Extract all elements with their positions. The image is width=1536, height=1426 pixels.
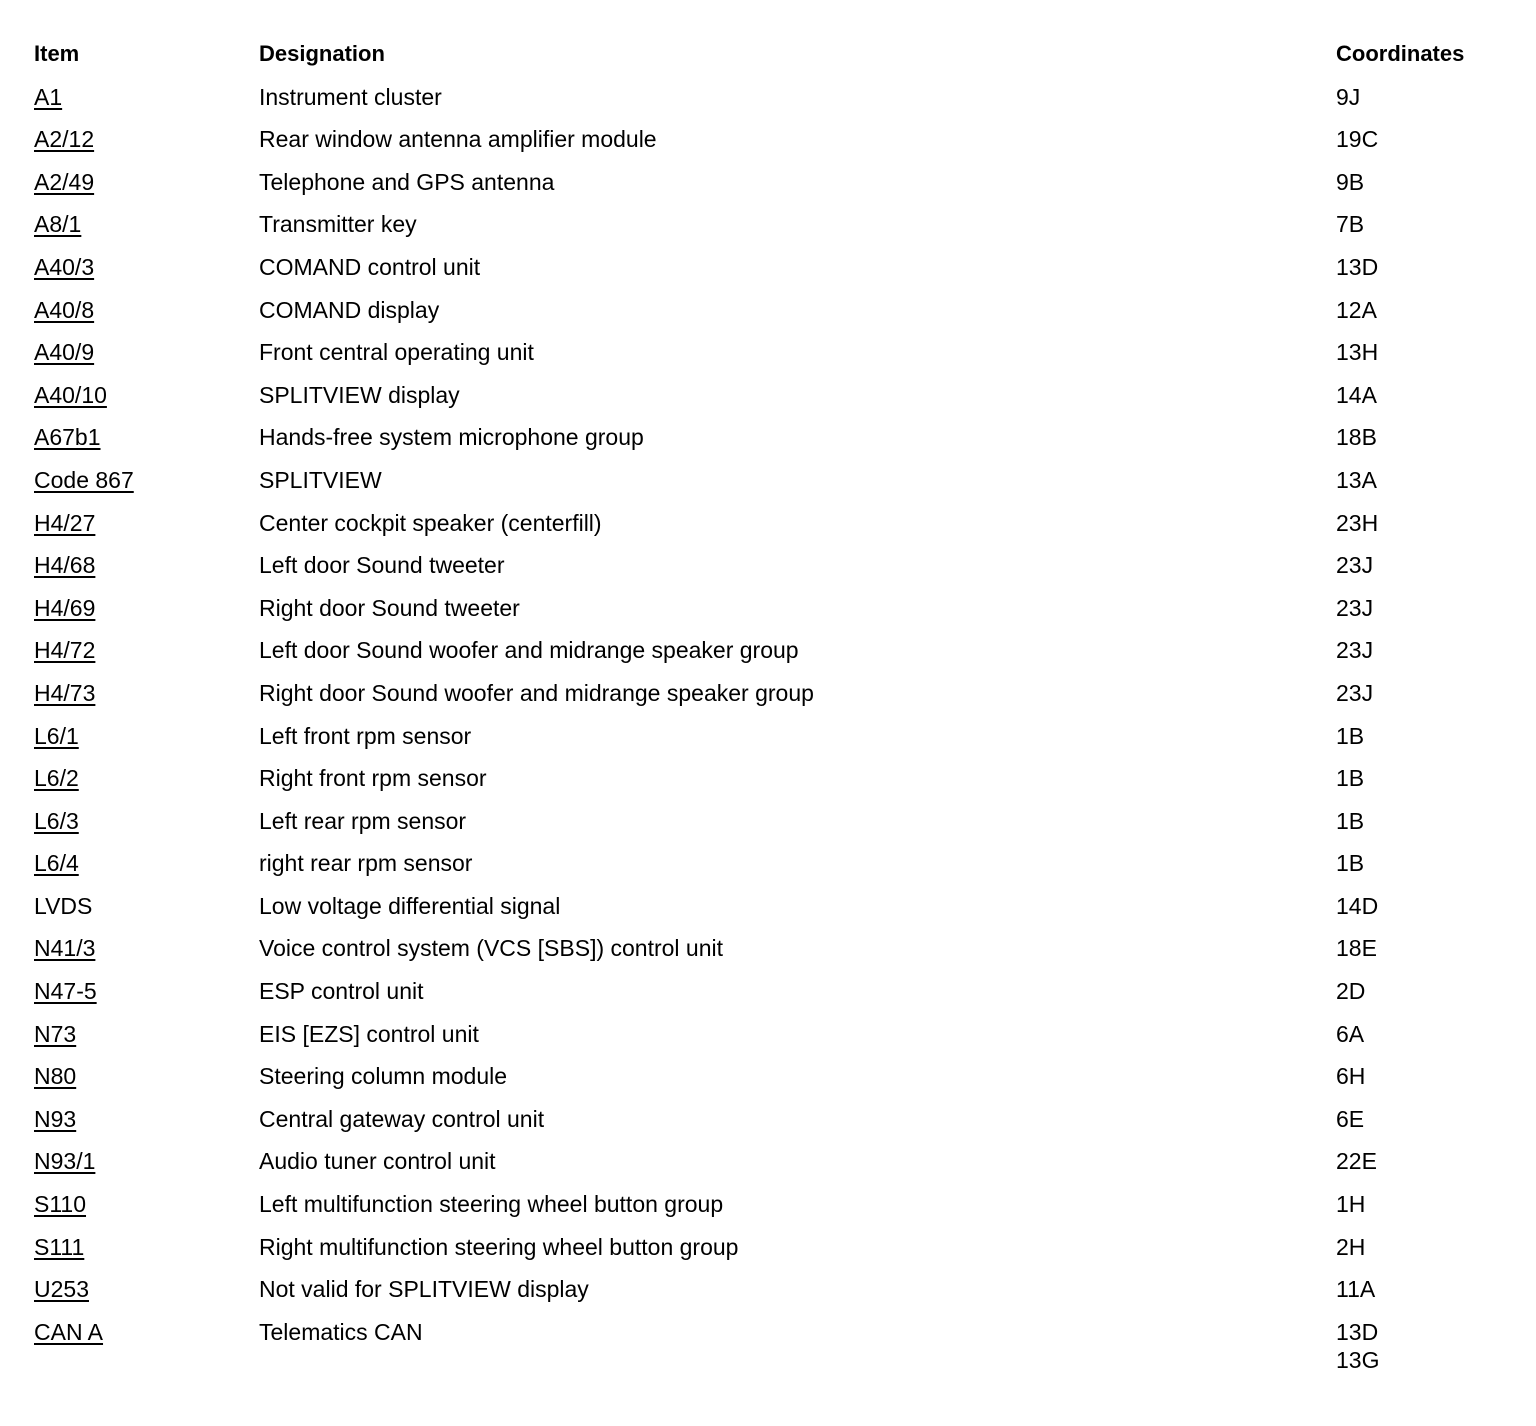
- table-row: [34, 591, 1514, 634]
- item-coordinates: [1336, 591, 1373, 625]
- item-coordinates: [1336, 1318, 1379, 1374]
- item-designation: Central gateway control unit: [259, 1105, 545, 1132]
- item-coordinates: [1336, 378, 1377, 412]
- table-row: [34, 207, 1514, 250]
- coordinate-value: 13D: [1336, 253, 1379, 280]
- item-code-link[interactable]: S111: [34, 1233, 85, 1260]
- table-row: [34, 1187, 1514, 1230]
- item-code-link[interactable]: N93: [34, 1105, 77, 1132]
- table-row: [34, 676, 1514, 719]
- table-row: [34, 846, 1514, 889]
- item-code-link[interactable]: H4/72: [34, 637, 96, 664]
- item-coordinates: [1336, 719, 1364, 753]
- item-designation: Left rear rpm sensor: [259, 807, 467, 834]
- item-code: LVDS: [34, 892, 93, 919]
- item-code-link[interactable]: L6/4: [34, 850, 79, 877]
- coordinate-value: 13D: [1336, 1318, 1379, 1345]
- item-coordinates: [1336, 207, 1364, 241]
- item-coordinates: [1336, 1272, 1375, 1306]
- table-row: [34, 165, 1514, 208]
- item-code-link[interactable]: A40/8: [34, 296, 95, 323]
- table-row: [34, 931, 1514, 974]
- item-code-link[interactable]: H4/27: [34, 509, 96, 536]
- item-designation: Rear window antenna amplifier module: [259, 126, 657, 153]
- item-code-link[interactable]: L6/2: [34, 765, 79, 792]
- item-designation: Center cockpit speaker (centerfill): [259, 509, 602, 536]
- table-row: [34, 250, 1514, 293]
- item-code-link[interactable]: U253: [34, 1276, 89, 1303]
- item-coordinates: [1336, 293, 1377, 327]
- item-designation: Right multifunction steering wheel button group: [259, 1233, 739, 1260]
- item-designation: Front central operating unit: [259, 339, 534, 366]
- item-coordinates: [1336, 676, 1373, 710]
- item-code-link[interactable]: H4/69: [34, 594, 96, 621]
- item-designation: Telematics CAN: [259, 1318, 423, 1345]
- table-header-row: [34, 37, 1514, 80]
- coordinate-value: 14A: [1336, 381, 1377, 408]
- item-designation: SPLITVIEW: [259, 466, 382, 493]
- item-coordinates: [1336, 80, 1360, 114]
- table-body: [34, 80, 1514, 1373]
- item-designation: Instrument cluster: [259, 83, 442, 110]
- item-coordinates: [1336, 804, 1364, 838]
- coordinate-value: 1H: [1336, 1191, 1366, 1218]
- table-row: [34, 1102, 1514, 1145]
- item-designation: Right door Sound tweeter: [259, 594, 520, 621]
- coordinate-value: 12A: [1336, 296, 1377, 323]
- coordinate-value: 1B: [1336, 722, 1365, 749]
- item-designation: Right front rpm sensor: [259, 765, 487, 792]
- coordinate-value: 1B: [1336, 765, 1365, 792]
- item-coordinates: [1336, 122, 1378, 156]
- coordinate-value: 9B: [1336, 168, 1365, 195]
- item-code-link[interactable]: N73: [34, 1020, 77, 1047]
- item-code-link[interactable]: A2/12: [34, 126, 95, 153]
- table-row: [34, 548, 1514, 591]
- item-designation: Left front rpm sensor: [259, 722, 472, 749]
- coordinate-value: 13H: [1336, 339, 1379, 366]
- table-row: [34, 889, 1514, 932]
- table-row: [34, 80, 1514, 123]
- item-code-link[interactable]: S110: [34, 1191, 87, 1218]
- item-designation: COMAND control unit: [259, 253, 481, 280]
- item-code-link[interactable]: N47-5: [34, 978, 97, 1005]
- item-code-link[interactable]: L6/3: [34, 807, 79, 834]
- item-coordinates: [1336, 420, 1377, 454]
- item-coordinates: [1336, 1187, 1365, 1221]
- table-row: [34, 506, 1514, 549]
- coordinate-value: 23J: [1336, 637, 1374, 664]
- coordinate-value: 1B: [1336, 807, 1365, 834]
- item-designation: Left multifunction steering wheel button group: [259, 1191, 724, 1218]
- coordinate-value: 9J: [1336, 83, 1361, 110]
- item-designation: Left door Sound tweeter: [259, 552, 505, 579]
- coordinate-value: 6H: [1336, 1063, 1366, 1090]
- item-designation: ESP control unit: [259, 978, 424, 1005]
- item-coordinates: [1336, 1102, 1364, 1136]
- item-code-link[interactable]: A40/9: [34, 339, 95, 366]
- coordinate-value: 7B: [1336, 211, 1365, 238]
- table-row: [34, 420, 1514, 463]
- item-coordinates: [1336, 1144, 1377, 1178]
- table-row: [34, 335, 1514, 378]
- coordinate-value: 19C: [1336, 126, 1379, 153]
- table-row: [34, 378, 1514, 421]
- item-designation: SPLITVIEW display: [259, 381, 460, 408]
- table-row: [34, 1272, 1514, 1315]
- table-row: [34, 719, 1514, 762]
- item-designation: EIS [EZS] control unit: [259, 1020, 479, 1047]
- coordinate-value: 2H: [1336, 1233, 1366, 1260]
- coordinate-value: 22E: [1336, 1148, 1377, 1175]
- table-row: [34, 293, 1514, 336]
- coordinate-value: 13A: [1336, 466, 1377, 493]
- item-code-link[interactable]: A40/10: [34, 381, 107, 408]
- item-code-link[interactable]: CAN A: [34, 1318, 104, 1345]
- item-code-link[interactable]: N93/1: [34, 1148, 96, 1175]
- item-code-link[interactable]: L6/1: [34, 722, 79, 749]
- item-coordinates: [1336, 250, 1378, 284]
- item-coordinates: [1336, 633, 1373, 667]
- coordinate-value: 18B: [1336, 424, 1377, 451]
- table-row: [34, 1144, 1514, 1187]
- item-coordinates: [1336, 335, 1378, 369]
- item-coordinates: [1336, 974, 1365, 1008]
- item-coordinates: [1336, 761, 1364, 795]
- table-row: [34, 463, 1514, 506]
- item-code-link[interactable]: A67b1: [34, 424, 101, 451]
- item-code-link[interactable]: Code 867: [34, 466, 134, 493]
- item-code-link[interactable]: N41/3: [34, 935, 96, 962]
- table-row: [34, 974, 1514, 1017]
- coordinate-value: 2D: [1336, 978, 1366, 1005]
- component-legend-table: [34, 37, 1514, 1373]
- coordinate-value: 6A: [1336, 1020, 1365, 1047]
- item-code-link[interactable]: H4/73: [34, 679, 96, 706]
- item-coordinates: [1336, 846, 1364, 880]
- item-code-link[interactable]: A40/3: [34, 253, 95, 280]
- designation-column-header: Designation: [259, 41, 385, 66]
- table-row: [34, 761, 1514, 804]
- item-designation: Hands-free system microphone group: [259, 424, 644, 451]
- item-column-header: Item: [34, 41, 80, 66]
- item-designation: Audio tuner control unit: [259, 1148, 496, 1175]
- table-row: [34, 122, 1514, 165]
- item-designation: Low voltage differential signal: [259, 892, 561, 919]
- table-row: [34, 804, 1514, 847]
- item-coordinates: [1336, 889, 1378, 923]
- item-coordinates: [1336, 548, 1373, 582]
- coordinate-value: 1B: [1336, 850, 1365, 877]
- item-designation: Right door Sound woofer and midrange speaker group: [259, 679, 814, 706]
- table-row: [34, 1059, 1514, 1102]
- coordinate-value: 6E: [1336, 1105, 1365, 1132]
- coordinates-column-header: Coordinates: [1336, 41, 1465, 66]
- item-designation: COMAND display: [259, 296, 440, 323]
- coordinate-value: 23J: [1336, 594, 1374, 621]
- coordinate-value: 23H: [1336, 509, 1379, 536]
- table-row: [34, 1315, 1514, 1373]
- item-code-link[interactable]: H4/68: [34, 552, 96, 579]
- item-code-link[interactable]: N80: [34, 1063, 77, 1090]
- table-row: [34, 633, 1514, 676]
- table-row: [34, 1017, 1514, 1060]
- item-designation: Left door Sound woofer and midrange speaker group: [259, 637, 799, 664]
- item-designation: Steering column module: [259, 1063, 508, 1090]
- item-designation: Voice control system (VCS [SBS]) control unit: [259, 935, 724, 962]
- item-coordinates: [1336, 931, 1377, 965]
- item-code-link[interactable]: A2/49: [34, 168, 95, 195]
- item-coordinates: [1336, 1017, 1364, 1051]
- coordinate-value: 11A: [1336, 1276, 1376, 1303]
- item-designation: Not valid for SPLITVIEW display: [259, 1276, 589, 1303]
- coordinate-value: 18E: [1336, 935, 1377, 962]
- item-designation: right rear rpm sensor: [259, 850, 473, 877]
- coordinate-value: 14D: [1336, 892, 1379, 919]
- table-row: [34, 1230, 1514, 1273]
- item-code-link[interactable]: A1: [34, 83, 63, 110]
- item-coordinates: [1336, 463, 1377, 497]
- item-coordinates: [1336, 1230, 1365, 1264]
- coordinate-value: 23J: [1336, 679, 1374, 706]
- coordinate-value: 13G: [1336, 1346, 1380, 1373]
- coordinate-value: 23J: [1336, 552, 1374, 579]
- item-coordinates: [1336, 1059, 1365, 1093]
- item-code-link[interactable]: A8/1: [34, 211, 82, 238]
- item-designation: Transmitter key: [259, 211, 417, 238]
- item-coordinates: [1336, 165, 1364, 199]
- item-coordinates: [1336, 506, 1378, 540]
- item-designation: Telephone and GPS antenna: [259, 168, 555, 195]
